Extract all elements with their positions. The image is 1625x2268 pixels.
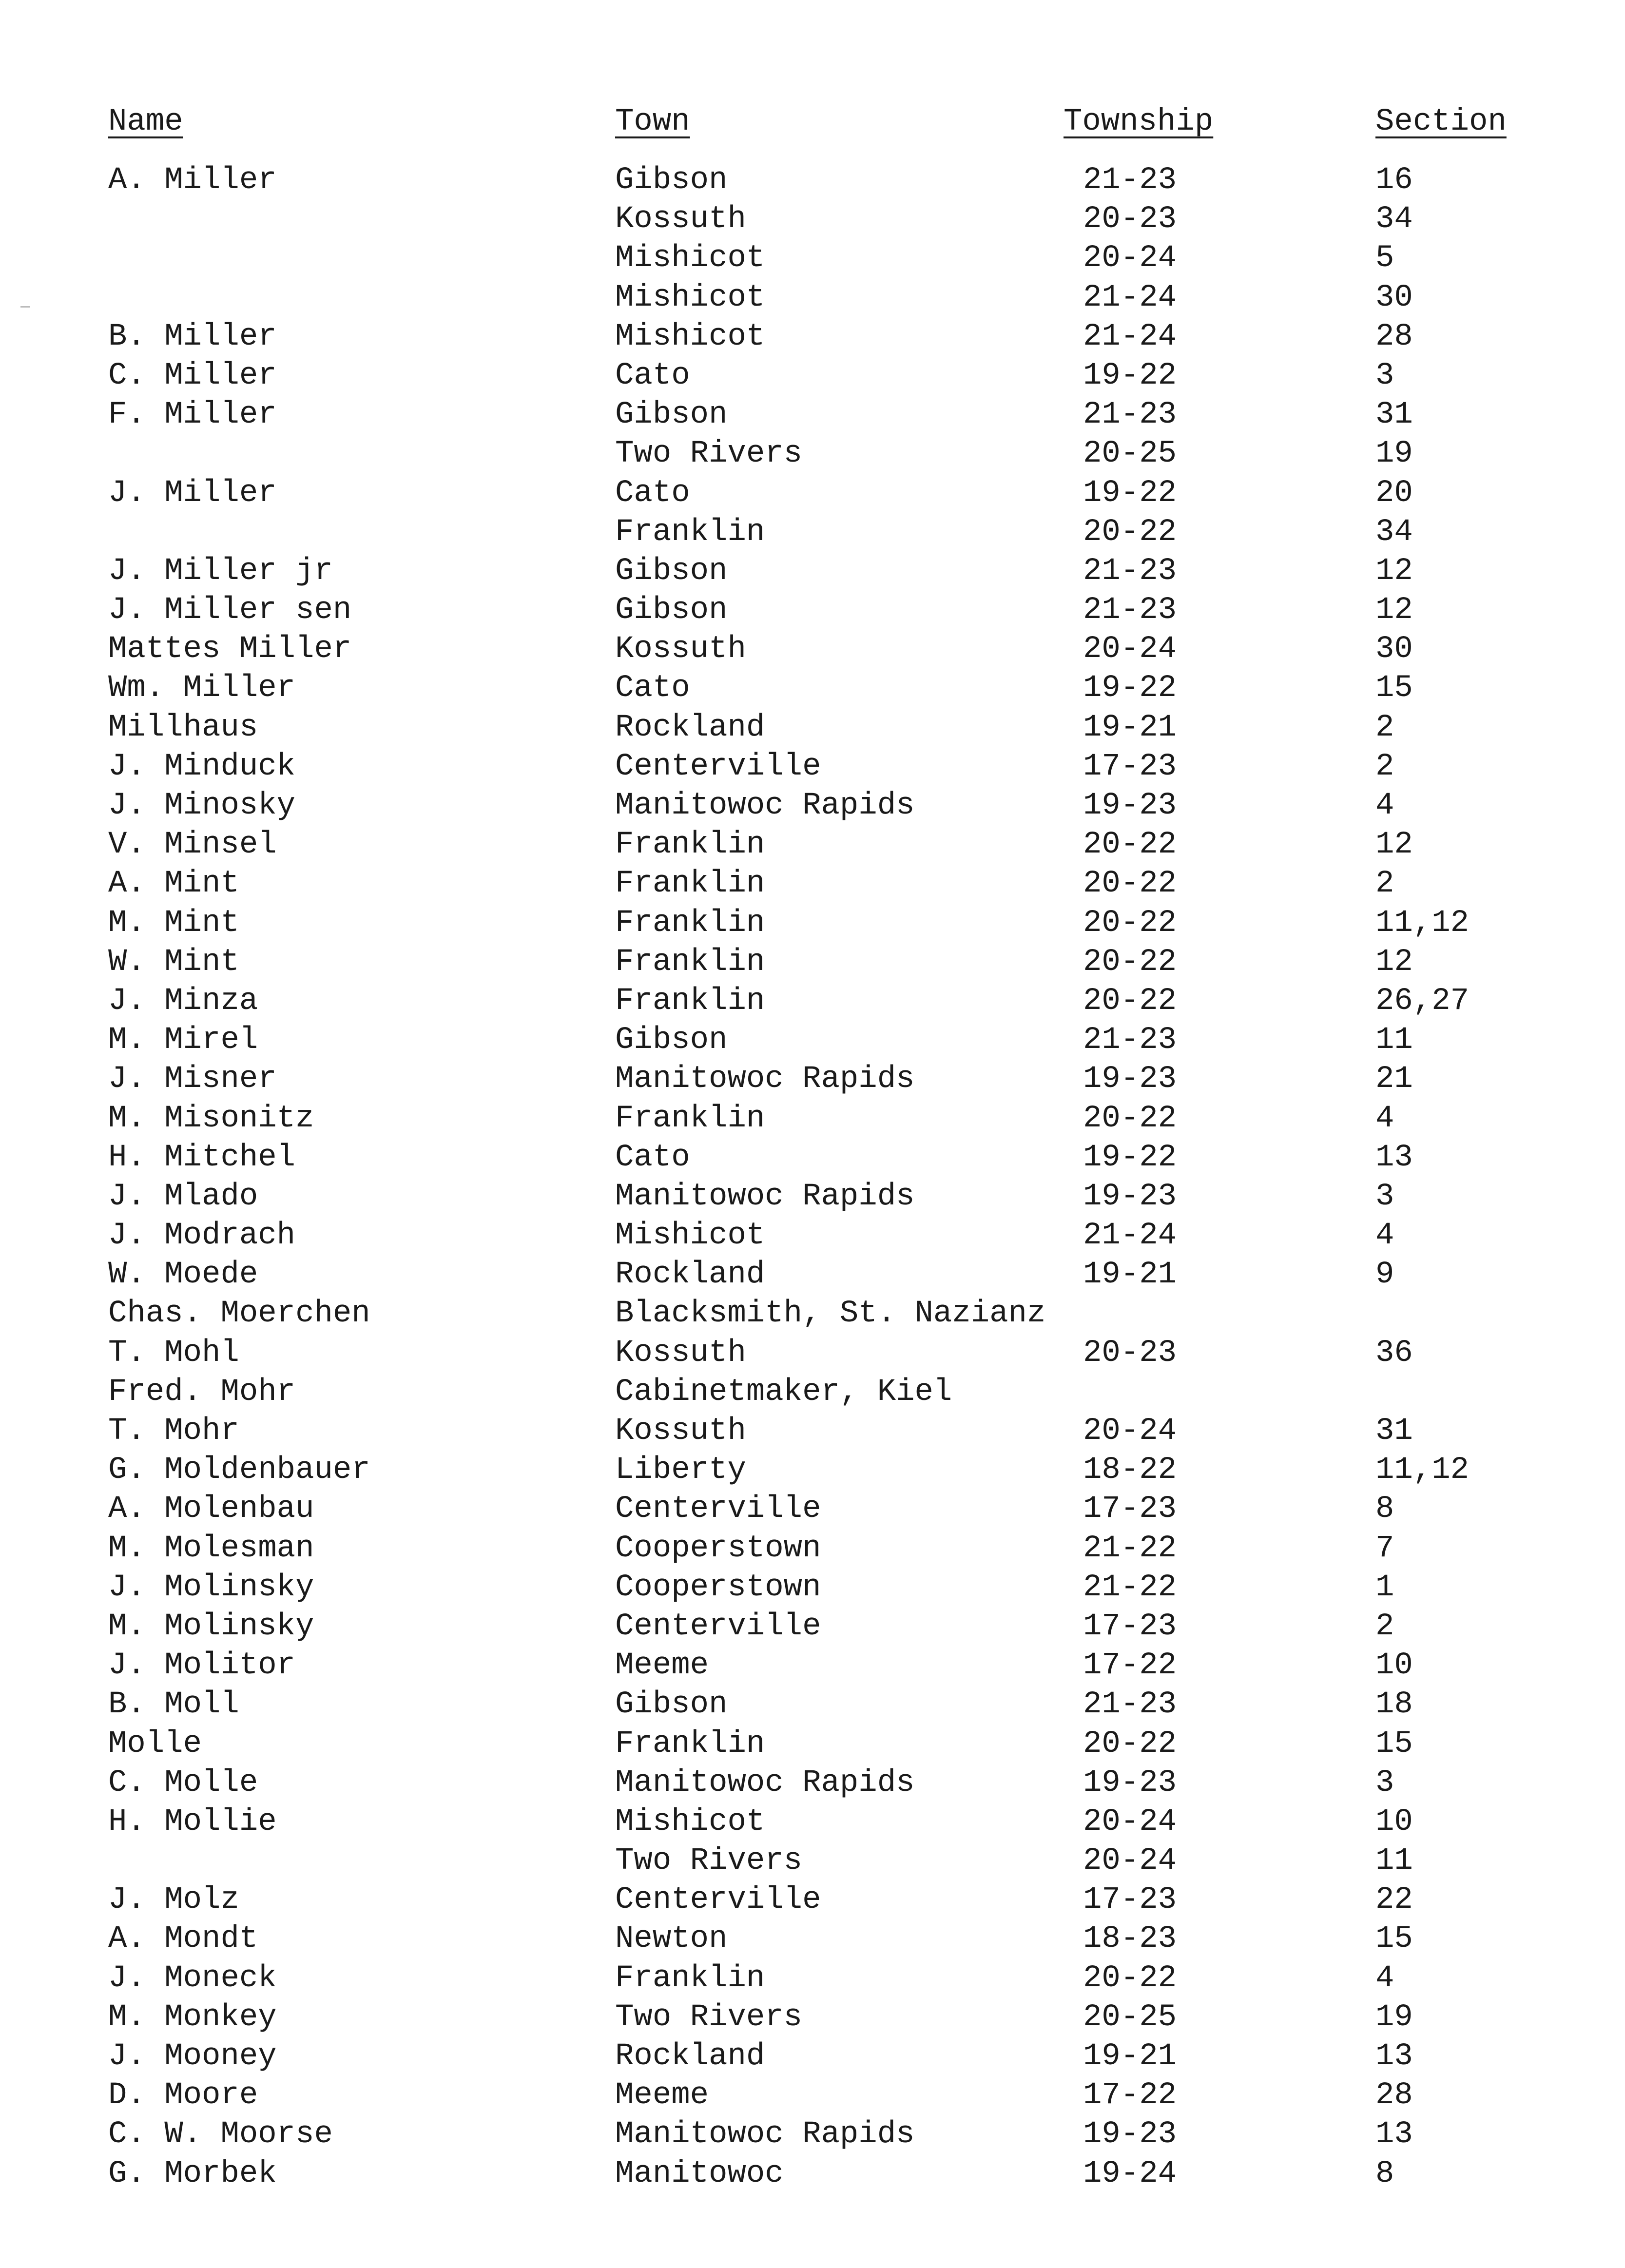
cell-section: 13 <box>1375 2117 1413 2152</box>
cell-section: 10 <box>1375 1804 1413 1840</box>
cell-name: J. Molitor <box>108 1648 296 1684</box>
table-row <box>0 2037 1625 2076</box>
cell-township: 21-22 <box>1083 1570 1177 1605</box>
cell-name: A. Miller <box>108 163 277 198</box>
table-row <box>0 591 1625 630</box>
cell-name: Mattes Miller <box>108 632 352 667</box>
cell-township: 19-24 <box>1083 2156 1177 2191</box>
table-row <box>0 630 1625 669</box>
cell-section: 11,12 <box>1375 905 1470 941</box>
cell-section: 2 <box>1375 1609 1394 1644</box>
cell-name: J. Minduck <box>108 749 296 784</box>
cell-township: 20-24 <box>1083 1804 1177 1840</box>
cell-section: 31 <box>1375 397 1413 433</box>
cell-town: Cato <box>615 671 690 706</box>
cell-name: B. Miller <box>108 319 277 354</box>
cell-township: 20-22 <box>1083 1101 1177 1136</box>
cell-township: 21-23 <box>1083 397 1177 433</box>
cell-township: 19-23 <box>1083 1179 1177 1214</box>
cell-section: 8 <box>1375 2156 1394 2191</box>
table-row <box>0 1334 1625 1373</box>
cell-township: 20-22 <box>1083 1960 1177 1996</box>
table-row <box>0 1451 1625 1490</box>
table-row <box>0 708 1625 747</box>
cell-town: Kossuth <box>615 1335 746 1371</box>
cell-township: 20-22 <box>1083 866 1177 902</box>
cell-name: A. Molenbau <box>108 1492 314 1527</box>
table-row <box>0 1959 1625 1998</box>
cell-township: 19-22 <box>1083 1140 1177 1175</box>
cell-section: 3 <box>1375 1765 1394 1801</box>
table-row <box>0 1685 1625 1724</box>
cell-township: 20-24 <box>1083 1843 1177 1879</box>
cell-town: Cooperstown <box>615 1531 821 1566</box>
header-township: Township <box>1064 104 1214 139</box>
cell-section: 11,12 <box>1375 1453 1470 1488</box>
cell-town: Centerville <box>615 1492 821 1527</box>
cell-section: 13 <box>1375 1140 1413 1175</box>
cell-township: 21-23 <box>1083 163 1177 198</box>
cell-section: 3 <box>1375 358 1394 393</box>
cell-town: Gibson <box>615 1023 728 1058</box>
cell-township: 20-22 <box>1083 983 1177 1019</box>
cell-town: Gibson <box>615 1687 728 1723</box>
cell-section: 12 <box>1375 944 1413 980</box>
cell-township: 21-22 <box>1083 1531 1177 1566</box>
cell-town: Franklin <box>615 866 765 902</box>
cell-name: C. W. Moorse <box>108 2117 333 2152</box>
cell-section: 21 <box>1375 1062 1413 1097</box>
cell-township: 18-23 <box>1083 1921 1177 1957</box>
table-row <box>0 786 1625 825</box>
cell-name: M. Misonitz <box>108 1101 314 1136</box>
cell-town: Gibson <box>615 163 728 198</box>
cell-town: Manitowoc Rapids <box>615 1765 915 1801</box>
cell-section: 34 <box>1375 514 1413 550</box>
cell-name: J. Minosky <box>108 788 296 823</box>
cell-section: 15 <box>1375 1726 1413 1762</box>
table-row <box>0 356 1625 395</box>
cell-name: Chas. Moerchen <box>108 1296 370 1332</box>
cell-section: 30 <box>1375 280 1413 315</box>
cell-township: 20-22 <box>1083 1726 1177 1762</box>
cell-section: 3 <box>1375 1179 1394 1214</box>
table-row <box>0 317 1625 356</box>
cell-name: J. Mlado <box>108 1179 258 1214</box>
cell-township: 19-21 <box>1083 710 1177 745</box>
records-table <box>0 161 1625 2193</box>
table-row <box>0 1177 1625 1216</box>
cell-section: 15 <box>1375 671 1413 706</box>
cell-township: 20-22 <box>1083 905 1177 941</box>
cell-township: 20-24 <box>1083 241 1177 276</box>
table-row <box>0 982 1625 1021</box>
cell-section: 36 <box>1375 1335 1413 1371</box>
cell-township: 20-22 <box>1083 944 1177 980</box>
table-row <box>0 1646 1625 1685</box>
table-row <box>0 1607 1625 1646</box>
cell-town: Cato <box>615 475 690 511</box>
cell-section: 4 <box>1375 1960 1394 1996</box>
cell-town: Rockland <box>615 710 765 745</box>
cell-name: J. Molz <box>108 1882 239 1918</box>
cell-township: 19-23 <box>1083 1062 1177 1097</box>
cell-town: Two Rivers <box>615 436 803 472</box>
cell-town: Franklin <box>615 1960 765 1996</box>
cell-name: A. Mint <box>108 866 239 902</box>
cell-section: 7 <box>1375 1531 1394 1566</box>
cell-town: Franklin <box>615 827 765 863</box>
table-row <box>0 200 1625 239</box>
cell-town: Centerville <box>615 749 821 784</box>
table-row <box>0 943 1625 982</box>
cell-township: 20-24 <box>1083 632 1177 667</box>
cell-town: Rockland <box>615 2039 765 2074</box>
cell-section: 16 <box>1375 163 1413 198</box>
cell-section: 9 <box>1375 1257 1394 1293</box>
cell-name: Wm. Miller <box>108 671 296 706</box>
cell-town: Manitowoc Rapids <box>615 2117 915 2152</box>
cell-town: Gibson <box>615 593 728 628</box>
cell-town: Kossuth <box>615 202 746 237</box>
cell-town: Gibson <box>615 553 728 589</box>
cell-section: 10 <box>1375 1648 1413 1684</box>
cell-section: 19 <box>1375 1999 1413 2035</box>
cell-township: 20-24 <box>1083 1414 1177 1449</box>
table-row <box>0 669 1625 708</box>
cell-section: 8 <box>1375 1492 1394 1527</box>
cell-township: 18-22 <box>1083 1453 1177 1488</box>
cell-name: V. Minsel <box>108 827 277 863</box>
table-row <box>0 747 1625 786</box>
table-row <box>0 1412 1625 1451</box>
table-row <box>0 2115 1625 2154</box>
cell-section: 18 <box>1375 1687 1413 1723</box>
cell-town: Manitowoc Rapids <box>615 1179 915 1214</box>
table-row <box>0 474 1625 513</box>
cell-name: C. Miller <box>108 358 277 393</box>
table-row <box>0 1021 1625 1060</box>
cell-name: J. Misner <box>108 1062 277 1097</box>
header-section: Section <box>1375 104 1507 139</box>
table-row <box>0 864 1625 903</box>
cell-town: Meeme <box>615 2078 709 2113</box>
table-row <box>0 1725 1625 1764</box>
cell-town: Manitowoc Rapids <box>615 1062 915 1097</box>
cell-town: Gibson <box>615 397 728 433</box>
cell-name: M. Mirel <box>108 1023 258 1058</box>
cell-town: Liberty <box>615 1453 746 1488</box>
cell-township: 19-23 <box>1083 1765 1177 1801</box>
cell-township: 19-21 <box>1083 2039 1177 2074</box>
cell-township: 21-23 <box>1083 553 1177 589</box>
cell-name: J. Modrach <box>108 1218 296 1254</box>
table-row <box>0 2154 1625 2193</box>
cell-township: 20-22 <box>1083 827 1177 863</box>
table-row <box>0 239 1625 278</box>
cell-name: J. Miller <box>108 475 277 511</box>
cell-town: Cato <box>615 1140 690 1175</box>
cell-section: 4 <box>1375 788 1394 823</box>
cell-name: B. Moll <box>108 1687 239 1723</box>
table-row <box>0 1803 1625 1842</box>
cell-town: Two Rivers <box>615 1999 803 2035</box>
table-row <box>0 434 1625 473</box>
cell-name: G. Moldenbauer <box>108 1453 370 1488</box>
cell-name: J. Molinsky <box>108 1570 314 1605</box>
cell-name: M. Mint <box>108 905 239 941</box>
cell-name: M. Monkey <box>108 1999 277 2035</box>
cell-name: Millhaus <box>108 710 258 745</box>
cell-section: 2 <box>1375 710 1394 745</box>
cell-town: Mishicot <box>615 241 765 276</box>
cell-name: M. Molesman <box>108 1531 314 1566</box>
cell-section: 15 <box>1375 1921 1413 1957</box>
table-row <box>0 1099 1625 1138</box>
cell-town: Meeme <box>615 1648 709 1684</box>
cell-town: Mishicot <box>615 280 765 315</box>
cell-township: 20-25 <box>1083 436 1177 472</box>
cell-section: 13 <box>1375 2039 1413 2074</box>
cell-town: Franklin <box>615 514 765 550</box>
cell-section: 12 <box>1375 827 1413 863</box>
cell-section: 4 <box>1375 1218 1394 1254</box>
table-row <box>0 1216 1625 1255</box>
cell-section: 31 <box>1375 1414 1413 1449</box>
table-row <box>0 552 1625 591</box>
cell-section: 19 <box>1375 436 1413 472</box>
cell-township: 20-22 <box>1083 514 1177 550</box>
cell-town: Mishicot <box>615 319 765 354</box>
cell-township: 21-23 <box>1083 1023 1177 1058</box>
table-row <box>0 1568 1625 1607</box>
table-row <box>0 825 1625 864</box>
table-row <box>0 1842 1625 1880</box>
cell-section: 34 <box>1375 202 1413 237</box>
cell-township: 17-23 <box>1083 1492 1177 1527</box>
cell-name: G. Morbek <box>108 2156 277 2191</box>
cell-section: 2 <box>1375 749 1394 784</box>
cell-name: W. Moede <box>108 1257 258 1293</box>
cell-township: 21-24 <box>1083 1218 1177 1254</box>
cell-township: 20-23 <box>1083 202 1177 237</box>
cell-name: W. Mint <box>108 944 239 980</box>
cell-name: J. Mooney <box>108 2039 277 2074</box>
table-row <box>0 1294 1625 1333</box>
cell-town: Kossuth <box>615 632 746 667</box>
table-row <box>0 1255 1625 1294</box>
table-row <box>0 904 1625 943</box>
header-town: Town <box>615 104 690 139</box>
cell-section: 20 <box>1375 475 1413 511</box>
table-row <box>0 1998 1625 2037</box>
cell-township: 21-23 <box>1083 1687 1177 1723</box>
cell-town: Cooperstown <box>615 1570 821 1605</box>
cell-town: Centerville <box>615 1882 821 1918</box>
table-row <box>0 2076 1625 2115</box>
cell-name: J. Moneck <box>108 1960 277 1996</box>
cell-town: Kossuth <box>615 1414 746 1449</box>
table-row <box>0 1490 1625 1529</box>
cell-town: Franklin <box>615 983 765 1019</box>
cell-township: 17-23 <box>1083 1882 1177 1918</box>
cell-township: 19-22 <box>1083 475 1177 511</box>
table-row <box>0 1764 1625 1803</box>
cell-name: C. Molle <box>108 1765 258 1801</box>
cell-township: 21-24 <box>1083 280 1177 315</box>
table-row <box>0 1919 1625 1958</box>
cell-town: Franklin <box>615 1726 765 1762</box>
cell-town: Centerville <box>615 1609 821 1644</box>
header-name: Name <box>108 104 183 139</box>
cell-name: J. Miller sen <box>108 593 352 628</box>
cell-town: Rockland <box>615 1257 765 1293</box>
cell-name: J. Miller jr <box>108 553 333 589</box>
cell-township: 21-23 <box>1083 593 1177 628</box>
cell-town: Cabinetmaker, Kiel <box>615 1374 952 1410</box>
cell-township: 19-23 <box>1083 2117 1177 2152</box>
cell-township: 19-23 <box>1083 788 1177 823</box>
table-row <box>0 278 1625 317</box>
cell-town: Cato <box>615 358 690 393</box>
cell-township: 17-22 <box>1083 2078 1177 2113</box>
table-row <box>0 1138 1625 1177</box>
cell-township: 19-22 <box>1083 671 1177 706</box>
cell-town: Blacksmith, St. Nazianz <box>615 1296 1046 1332</box>
cell-name: A. Mondt <box>108 1921 258 1957</box>
cell-name: M. Molinsky <box>108 1609 314 1644</box>
cell-name: H. Mollie <box>108 1804 277 1840</box>
cell-township: 19-21 <box>1083 1257 1177 1293</box>
cell-town: Newton <box>615 1921 728 1957</box>
cell-town: Two Rivers <box>615 1843 803 1879</box>
cell-township: 20-23 <box>1083 1335 1177 1371</box>
cell-town: Manitowoc <box>615 2156 784 2191</box>
cell-name: T. Mohl <box>108 1335 239 1371</box>
cell-township: 17-23 <box>1083 749 1177 784</box>
cell-section: 5 <box>1375 241 1394 276</box>
table-row <box>0 161 1625 200</box>
cell-section: 2 <box>1375 866 1394 902</box>
cell-section: 12 <box>1375 553 1413 589</box>
table-row <box>0 1373 1625 1412</box>
cell-name: Molle <box>108 1726 202 1762</box>
table-row <box>0 1880 1625 1919</box>
cell-section: 11 <box>1375 1843 1413 1879</box>
cell-town: Franklin <box>615 1101 765 1136</box>
cell-section: 28 <box>1375 319 1413 354</box>
cell-section: 12 <box>1375 593 1413 628</box>
cell-name: H. Mitchel <box>108 1140 296 1175</box>
cell-section: 30 <box>1375 632 1413 667</box>
cell-section: 4 <box>1375 1101 1394 1136</box>
cell-section: 1 <box>1375 1570 1394 1605</box>
cell-section: 26,27 <box>1375 983 1470 1019</box>
table-header <box>0 102 1625 141</box>
cell-town: Franklin <box>615 944 765 980</box>
table-row <box>0 1060 1625 1099</box>
cell-name: F. Miller <box>108 397 277 433</box>
cell-town: Franklin <box>615 905 765 941</box>
cell-town: Mishicot <box>615 1218 765 1254</box>
cell-township: 20-25 <box>1083 1999 1177 2035</box>
cell-township: 19-22 <box>1083 358 1177 393</box>
cell-township: 17-22 <box>1083 1648 1177 1684</box>
table-row <box>0 1529 1625 1568</box>
cell-name: D. Moore <box>108 2078 258 2113</box>
cell-town: Manitowoc Rapids <box>615 788 915 823</box>
cell-section: 22 <box>1375 1882 1413 1918</box>
cell-name: Fred. Mohr <box>108 1374 296 1410</box>
cell-name: J. Minza <box>108 983 258 1019</box>
table-row <box>0 395 1625 434</box>
cell-name: T. Mohr <box>108 1414 239 1449</box>
cell-town: Mishicot <box>615 1804 765 1840</box>
table-row <box>0 513 1625 552</box>
cell-township: 17-23 <box>1083 1609 1177 1644</box>
cell-section: 28 <box>1375 2078 1413 2113</box>
cell-section: 11 <box>1375 1023 1413 1058</box>
cell-township: 21-24 <box>1083 319 1177 354</box>
